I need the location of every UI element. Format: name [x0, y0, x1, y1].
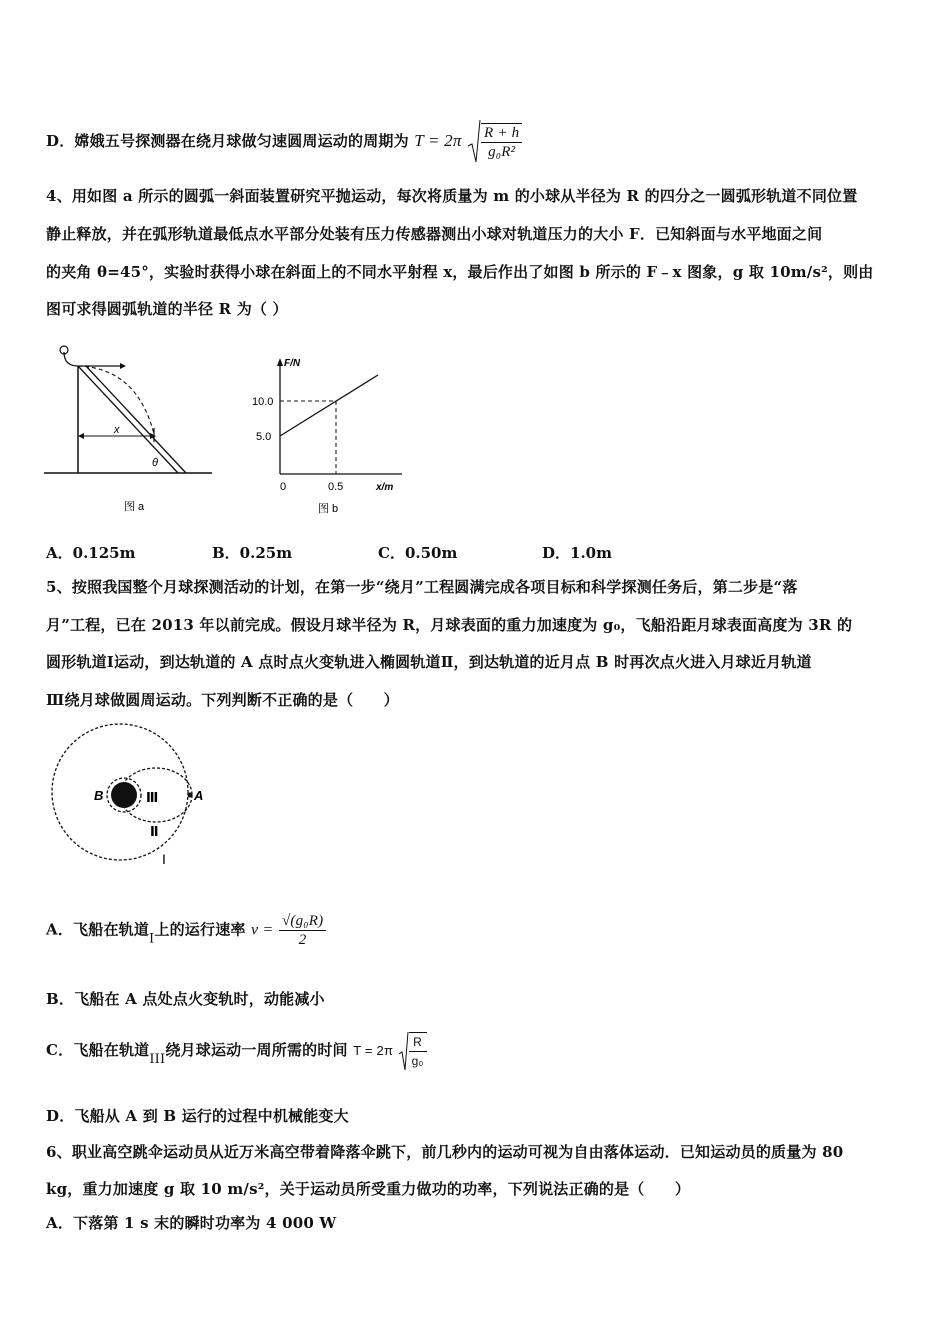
fig-b-tick-05: 0.5: [328, 481, 344, 493]
incline-line: [78, 366, 178, 473]
q5-choice-c-orbit: III: [149, 1052, 166, 1067]
fig-a-label-theta: θ: [152, 457, 158, 469]
q4-choice-d[interactable]: D．1.0m: [542, 544, 612, 562]
q6-line-2: kg，重力加速度 g 取 10 m/s²，关于运动员所受重力做功的功率，下列说法正确的是（ ）: [46, 1180, 691, 1198]
sqrt-sign-icon: [467, 118, 481, 166]
fig-b-tick-5: 5.0: [256, 431, 272, 443]
q5-choice-a-den: 2: [298, 932, 307, 948]
q5-choice-c-num: R: [409, 1033, 427, 1052]
q4-figure-b: [244, 352, 409, 520]
q3-formula-num: R + h: [481, 124, 522, 143]
moon-icon: [111, 782, 137, 808]
q4-choice-b[interactable]: B．0.25m: [212, 544, 293, 562]
q4-line-3: 的夹角 θ=45°，实验时获得小球在斜面上的不同水平射程 x，最后作出了如图 b 所示的 F﹣x 图象，g 取 10m/s²，则由: [46, 263, 874, 281]
q5-line-4: Ⅲ绕月球做圆周运动。下列判断不正确的是（ ）: [46, 691, 399, 709]
q5-choice-c-prefix: C．飞船在轨道: [46, 1041, 150, 1059]
arrow-head-icon: [120, 363, 126, 369]
q5-line-2: 月”工程，已在 2013 年以前完成。假设月球半径为 R，月球表面的重力加速度为 g₀，飞船沿距月球表面高度为 3R 的: [46, 616, 853, 634]
sqrt-sign-icon: [399, 1030, 409, 1072]
q5-orbit-figure: [50, 722, 210, 872]
q5-choice-a[interactable]: [46, 912, 326, 949]
q5-choice-a-frac: [279, 912, 326, 949]
fig-b-tick-10: 10.0: [252, 396, 274, 408]
q4-choice-c[interactable]: C．0.50m: [378, 544, 458, 562]
q5-choice-a-lhs: v =: [251, 921, 274, 939]
q5-choice-c-frac: [409, 1032, 427, 1070]
fig-b-x-label: x/m: [376, 482, 394, 493]
q5-choice-a-num: √(g₀R): [279, 912, 326, 931]
q5-line-1: 5、按照我国整个月球探测活动的计划，在第一步“绕月”工程圆满完成各项目标和科学探测任务后，第二步是“落: [46, 578, 798, 596]
q4-line-4: 图可求得圆弧轨道的半径 R 为（ ）: [46, 300, 288, 318]
fig-a-label-x: x: [114, 424, 120, 436]
arc-track: [64, 352, 78, 366]
q4-line-2: 静止释放，并在弧形轨道最低点水平部分处装有压力传感器测出小球对轨道压力的大小 F．已知斜面与水平地面之间: [46, 225, 823, 243]
q3-formula-sqrt: [467, 118, 522, 166]
orbit-label-ii: Ⅱ: [150, 824, 159, 839]
q5-choice-c-mid: 绕月球运动一周所需的时间: [165, 1041, 348, 1059]
q5-line-3: 圆形轨道Ⅰ运动，到达轨道的 A 点时点火变轨进入椭圆轨道Ⅱ，到达轨道的近月点 B 时再次点火进入月球近月轨道: [46, 653, 812, 671]
point-a-icon: [188, 793, 193, 798]
q5-choice-a-prefix: A．飞船在轨道: [46, 920, 150, 939]
fig-a-caption: 图 a: [124, 501, 145, 513]
q6-choice-a[interactable]: A．下落第 1 s 末的瞬时功率为 4 000 W: [46, 1214, 337, 1232]
q4-choice-a[interactable]: A．0.125m: [46, 544, 136, 562]
q5-choice-a-mid: 上的运行速率: [154, 920, 246, 939]
data-line: [280, 375, 378, 436]
q5-choice-c-lhs: T = 2π: [353, 1043, 394, 1058]
q3-formula-lhs: T = 2π: [414, 131, 462, 150]
q3-option-d-text: D．嫦娥五号探测器在绕月球做匀速圆周运动的周期为: [46, 132, 409, 150]
q5-choice-b[interactable]: B．飞船在 A 点处点火变轨时，动能减小: [46, 990, 325, 1008]
q3-option-d: [46, 118, 522, 166]
q5-choice-a-orbit: I: [149, 931, 155, 947]
q5-choice-c-den: g₀: [411, 1054, 424, 1068]
q3-formula-den: g₀R²: [488, 144, 516, 160]
orbit-label-i: I: [162, 851, 166, 867]
fig-b-tick-0: 0: [280, 481, 287, 493]
q3-formula-frac: [481, 123, 522, 161]
orbit-label-iii: Ⅲ: [146, 790, 159, 805]
q4-figure-a: [42, 338, 217, 518]
orbit-label-b: B: [94, 788, 104, 803]
fig-b-y-label: F/N: [284, 358, 301, 369]
q6-line-1: 6、职业高空跳伞运动员从近万米高空带着降落伞跳下，前几秒内的运动可视为自由落体运动．已知运动员的质量为 80: [46, 1143, 844, 1161]
orbit-label-a: A: [194, 788, 204, 803]
fig-b-caption: 图 b: [318, 503, 339, 515]
q5-choice-d[interactable]: D．飞船从 A 到 B 运行的过程中机械能变大: [46, 1107, 349, 1125]
q4-line-1: 4、用如图 a 所示的圆弧一斜面装置研究平抛运动，每次将质量为 m 的小球从半径为 R 的四分之一圆弧形轨道不同位置: [46, 187, 858, 205]
q5-choice-c[interactable]: [46, 1030, 427, 1072]
y-axis-arrow-icon: [277, 358, 283, 366]
